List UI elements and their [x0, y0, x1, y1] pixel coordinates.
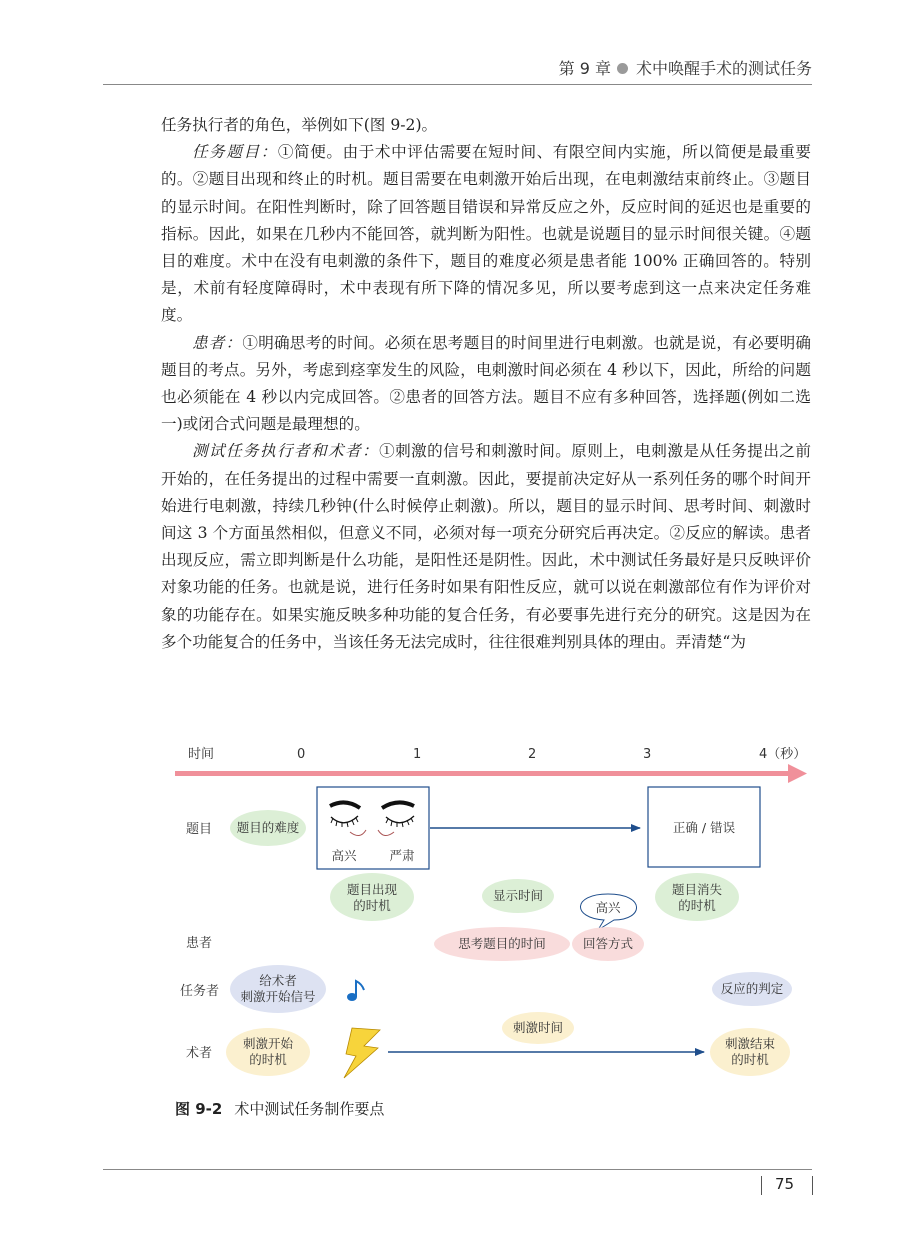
bubble-disappear [655, 873, 739, 921]
bubble-disappear-line2: 的时机 [678, 898, 716, 913]
footer-rule [103, 1169, 812, 1170]
bubble-appear-line1: 题目出现 [346, 882, 398, 897]
bubble-stim-time-text: 刺激时间 [512, 1020, 564, 1035]
bubble-signal-line1: 给术者 [259, 973, 297, 988]
bubble-stim-start-line2: 的时机 [249, 1052, 287, 1067]
paragraph-task-text: ①简便。由于术中评估需要在短时间、有限空间内实施，所以简便是最重要的。②题目出现和终止的时机。题目需要在电刺激开始后出现，在电刺激结束前终止。③题目的显示时间。在阳性判断时，除了回答题目错误和异常反应之外，反应时间的延迟也是重要的指标。因此，如果在几秒内不能回答，就判断为阳性。也就是说题目的显示时间很关键。④题目的难度。术中在没有电刺激的条件下，题目的难度必须是患者能 100% 正确回答的。特别是，术前有轻度障碍时，术中表现有所下降的情况多见，所以要考虑到这一点来决定任务难度。 [161, 143, 811, 325]
row-label-executor: 任务者 [180, 984, 220, 999]
bubble-stim-end-line1: 刺激结束 [724, 1036, 776, 1051]
bubble-difficulty-text: 题目的难度 [236, 820, 300, 835]
bubble-judge-text: 反应的判定 [720, 981, 784, 996]
bubble-signal-line2: 刺激开始信号 [240, 989, 316, 1004]
tick-2: 2 [528, 747, 537, 762]
row-label-task: 题目 [186, 822, 213, 837]
bubble-disappear-line1: 题目消失 [671, 882, 723, 897]
tick-3: 3 [643, 747, 652, 762]
figure-caption [175, 1098, 384, 1119]
bubble-display-time-text: 显示时间 [492, 888, 544, 903]
figure-number: 图 9-2 [175, 1100, 223, 1118]
face-label-serious: 严肃 [389, 848, 415, 863]
row-label-patient: 患者 [186, 936, 213, 951]
tick-4: 4（秒） [759, 747, 807, 762]
paragraph-executor-text: ①刺激的信号和刺激时间。原则上，电刺激是从任务提出之前开始的，在任务提出的过程中需要一直刺激。因此，要提前决定好从一系列任务的哪个时间开始进行电刺激，持续几秒钟(什么时候停止刺激)。所以，题目的显示时间、思考时间、刺激时间这 3 个方面虽然相似，但意义不同，必须对每一项充分研究后再决定。②反应的解读。患者出现反应，需立即判断是什么功能，是阳性还是阴性。因此，术中测试任务最好是只反映评价对象功能的任务。也就是说，进行任务时如果有阳性反应，就可以说在刺激部位有作为评价对象的功能存在。如果实施反映多种功能的复合任务，有必要事先进行充分的研究。这是因为在多个功能复合的任务中，当该任务无法完成时，往往很难判别具体的理由。弄清楚“为 [161, 442, 811, 651]
time-axis-bar [175, 771, 790, 776]
keyword-executor: 测试任务执行者和术者： [192, 442, 380, 461]
tick-0: 0 [297, 747, 306, 762]
bubble-think-time-text: 思考题目的时间 [458, 936, 546, 951]
page-number: 75 [775, 1175, 795, 1193]
keyword-task: 任务题目： [192, 143, 278, 162]
paragraph-intro: 任务执行者的角色，举例如下(图 9-2)。 [161, 116, 438, 134]
footer-divider-right [812, 1176, 813, 1195]
figure-caption-text: 术中测试任务制作要点 [234, 1100, 385, 1118]
face-label-happy: 高兴 [331, 848, 357, 863]
music-note-icon [347, 981, 364, 1001]
time-axis-arrowhead-icon [788, 764, 807, 783]
tick-1: 1 [413, 747, 422, 762]
bubble-stim-end-line2: 的时机 [731, 1052, 769, 1067]
chapter-title: 术中唤醒手术的测试任务 [635, 59, 812, 78]
chapter-number: 第 9 章 [558, 59, 611, 78]
bubble-answer-method-text: 回答方式 [582, 936, 634, 951]
row-label-surgeon: 术者 [186, 1046, 213, 1061]
speech-bubble-text: 高兴 [595, 900, 621, 915]
bubble-appear-line2: 的时机 [353, 898, 391, 913]
footer-divider-left [761, 1176, 762, 1195]
bubble-appear [330, 873, 414, 921]
lightning-icon [344, 1028, 380, 1078]
keyword-patient: 患者： [192, 333, 243, 352]
bubble-stim-start-line1: 刺激开始 [242, 1036, 294, 1051]
paragraph-patient-text: ①明确思考的时间。必须在思考题目的时间里进行电刺激。也就是说，有必要明确题目的考点。另外，考虑到痉挛发生的风险，电刺激时间必须在 4 秒以下，因此，所给的问题也必须能在 4 秒以内完成回答。②患者的回答方法。题目不应有多种回答，选择题(例如二选一)或闭合式问题是最理想的。 [161, 333, 811, 434]
answer-box-text: 正确 / 错误 [672, 820, 736, 835]
time-axis-label: 时间 [188, 747, 215, 762]
